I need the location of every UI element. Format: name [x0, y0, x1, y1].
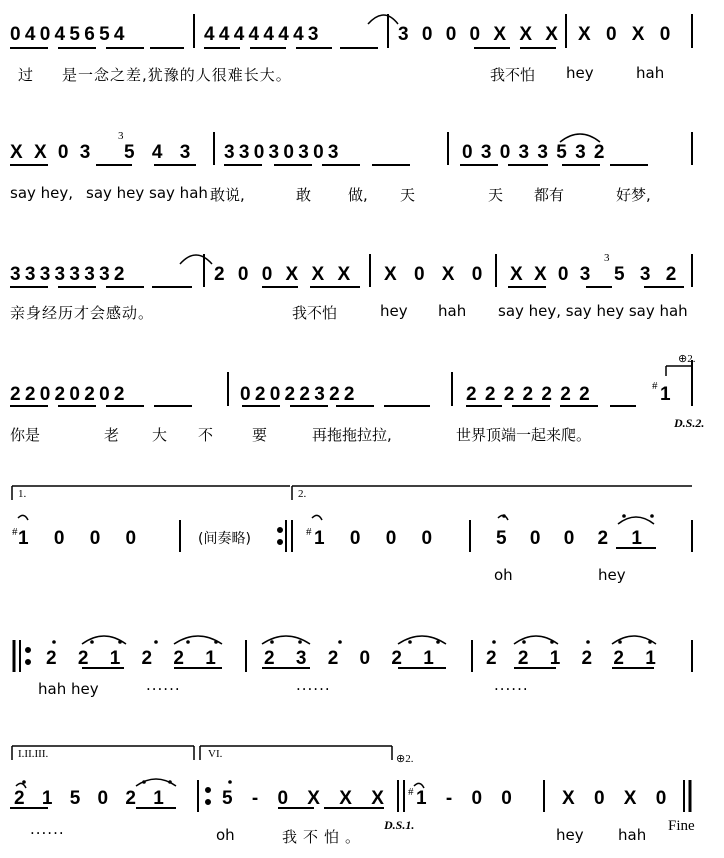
- row4-sharp: #: [652, 380, 658, 392]
- row5-lyric-1: hey: [598, 566, 626, 584]
- row2-lyric-7: 都有: [534, 186, 565, 204]
- row4-lyric-3: 不: [198, 426, 214, 444]
- row4-lyric-4: 要: [252, 426, 268, 444]
- row7-volta-1: I.II.III.: [18, 748, 49, 760]
- row6-measure1: 2 2 1 2 2 1: [46, 648, 216, 669]
- row3-tuplet: 3: [604, 252, 610, 264]
- row3-measure2: 2 0 0 X X X: [214, 264, 351, 285]
- row3-lyric-1: 我不怕: [292, 304, 338, 322]
- row3-measure4b: 5 3 2: [614, 264, 677, 285]
- row5-interlude: (间奏略): [198, 531, 251, 547]
- row7-sharp: #: [408, 786, 414, 798]
- row4-lyric-5: 再拖拖拉拉,: [312, 426, 392, 444]
- row7-lyric-1: oh: [216, 826, 235, 844]
- row1-lyric-1: 是一念之差,犹豫的人很难长大。: [62, 66, 292, 84]
- row4-lyric-1: 老: [104, 426, 120, 444]
- row2-lyric-1: say hey say hah: [86, 184, 208, 202]
- row5-volta-1: 1.: [18, 488, 27, 500]
- row2-lyric-2: 敢说,: [210, 186, 245, 204]
- row2-measure3: 0 3 0 3 3 5 3 2: [462, 142, 605, 163]
- row6-lyric-1: ......: [146, 676, 181, 694]
- row3-measure3: X 0 X 0: [384, 264, 483, 285]
- row4-coda-sign: ⊕2.: [678, 353, 696, 365]
- row4-lyric-2: 大: [152, 426, 168, 444]
- row2-measure2: 3 3 0 3 0 3 0 3: [224, 142, 339, 163]
- row3-lyric-2: hey: [380, 302, 408, 320]
- row2-measure1a: X X 0 3: [10, 142, 91, 163]
- row7-measure4: X 0 X 0: [562, 788, 667, 809]
- row6-lyric-3: ......: [494, 676, 529, 694]
- row6-lyric-0: hah hey: [38, 680, 99, 698]
- row5-sharp-1: #: [12, 526, 18, 538]
- row6-lyric-2: ......: [296, 676, 331, 694]
- row4-lyric-6: 世界顶端一起来爬。: [456, 426, 592, 444]
- row4-measure1: 2 2 0 2 0 2 0 2: [10, 384, 125, 405]
- row7-volta-2: VI.: [208, 748, 223, 760]
- row1-lyric-2: 我不怕: [490, 66, 536, 84]
- row4-measure2: 0 2 0 2 2 3 2 2: [240, 384, 355, 405]
- row7-measure3: 1 - 0 0: [416, 788, 512, 809]
- row1-lyric-0: 过: [18, 66, 34, 84]
- row2-lyric-0: say hey,: [10, 184, 74, 202]
- row5-lyric-0: oh: [494, 566, 513, 584]
- row1-measure4: X 0 X 0: [578, 24, 671, 45]
- row7-coda-sign: ⊕2.: [396, 753, 414, 765]
- row7-lyric-4: hah: [618, 826, 647, 844]
- row3-lyric-4: say hey, say hey say hah: [498, 302, 688, 320]
- row6-measure3: 2 2 1 2 2 1: [486, 648, 656, 669]
- row1-measure2: 4 4 4 4 4 4 4 3: [204, 24, 319, 45]
- row5-measure2: 1 0 0 0: [314, 528, 433, 549]
- row3-measure4a: X X 0 3: [510, 264, 591, 285]
- row2-lyric-5: 天: [400, 186, 416, 204]
- row4-ds-marker: D.S.2.: [674, 416, 705, 430]
- row1-measure3: 3 0 0 0 X X X: [398, 24, 558, 45]
- row3-lyric-3: hah: [438, 302, 467, 320]
- row1-lyric-3: hey: [566, 64, 594, 82]
- row7-measure1: 2 1 5 0 2 1: [14, 788, 164, 809]
- row2-tuplet: 3: [118, 130, 124, 142]
- row4-measure3: 2 2 2 2 2 2 2: [466, 384, 590, 405]
- row2-measure1b: 5 4 3: [124, 142, 191, 163]
- row3-lyric-0: 亲身经历才会感动。: [10, 304, 155, 322]
- row7-fine: Fine: [668, 818, 695, 834]
- row7-measure2: 5 - 0 X X X: [222, 788, 384, 809]
- row2-lyric-8: 好梦,: [616, 186, 651, 204]
- row4-lyric-0: 你是: [10, 426, 41, 444]
- row5-sharp-2: #: [306, 526, 312, 538]
- row4-final-note: 1: [660, 384, 671, 405]
- row7-lyric-3: hey: [556, 826, 584, 844]
- row1-measure1: 0 4 0 4 5 6 5 4: [10, 24, 125, 45]
- row5-volta-2: 2.: [298, 488, 307, 500]
- row5-measure1: 1 0 0 0: [18, 528, 137, 549]
- row5-measure3: 5 0 0 2 1: [496, 528, 642, 549]
- row1-lyric-4: hah: [636, 64, 665, 82]
- row2-lyric-3: 敢: [296, 186, 312, 204]
- row6-measure2: 2 3 2 0 2 1: [264, 648, 434, 669]
- row3-measure1: 3 3 3 3 3 3 3 2: [10, 264, 125, 285]
- row7-lyric-0: ......: [30, 820, 65, 838]
- row7-lyric-2: 我不怕。: [282, 828, 367, 846]
- row2-lyric-4: 做,: [348, 186, 368, 204]
- row2-lyric-6: 天: [488, 186, 504, 204]
- row7-ds-marker: D.S.1.: [384, 818, 415, 832]
